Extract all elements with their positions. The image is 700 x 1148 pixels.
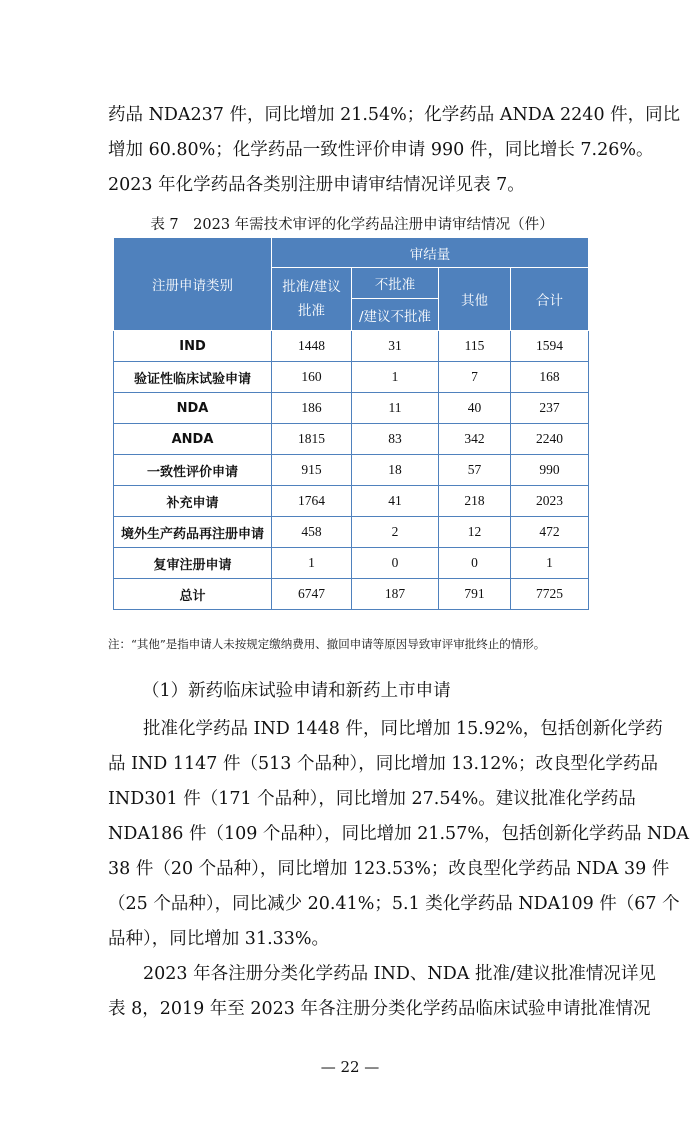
header-reject-top: 不批准 (352, 268, 439, 299)
row-other: 0 (439, 548, 511, 579)
table-body (114, 331, 589, 610)
row-reject: 1 (352, 362, 439, 393)
text-line: （25 个品种），同比减少 20.41%；5.1 类化学药品 NDA109 件（67 个 (108, 894, 680, 914)
table-row (114, 455, 589, 486)
row-other: 57 (439, 455, 511, 486)
row-category: ANDA (114, 424, 272, 455)
row-approve: 458 (272, 517, 352, 548)
text-line: 2023 年各注册分类化学药品 IND、NDA 批准/建议批准情况详见 (108, 964, 656, 984)
text-line: 表 8，2019 年至 2023 年各注册分类化学药品临床试验申请批准情况 (108, 999, 651, 1019)
text-line: NDA186 件（109 个品种），同比增加 21.57%，包括创新化学药品 NDA (108, 824, 689, 844)
row-other: 40 (439, 393, 511, 424)
text-line: 增加 60.80%；化学药品一致性评价申请 990 件，同比增长 7.26%。 (108, 140, 654, 160)
row-reject: 2 (352, 517, 439, 548)
table-row (114, 393, 589, 424)
table-row (114, 331, 589, 362)
text-line: 品种），同比增加 31.33%。 (108, 929, 330, 949)
header-total: 合计 (511, 268, 589, 331)
row-approve: 1764 (272, 486, 352, 517)
intro-paragraph (108, 98, 681, 203)
row-category: 一致性评价申请 (114, 455, 272, 486)
header-other: 其他 (439, 268, 511, 331)
row-approve: 1 (272, 548, 352, 579)
table-row (114, 362, 589, 393)
page-number: — 22 — (320, 1058, 380, 1076)
row-other: 791 (439, 579, 511, 610)
row-approve: 6747 (272, 579, 352, 610)
text-line: 2023 年化学药品各类别注册申请审结情况详见表 7。 (108, 175, 525, 195)
row-other: 7 (439, 362, 511, 393)
text-line: 品 IND 1147 件（513 个品种），同比增加 13.12%；改良型化学药品 (108, 754, 658, 774)
row-approve: 160 (272, 362, 352, 393)
row-category: 补充申请 (114, 486, 272, 517)
body-paragraph (108, 712, 689, 957)
row-total: 990 (511, 455, 589, 486)
row-reject: 41 (352, 486, 439, 517)
row-reject: 83 (352, 424, 439, 455)
text-line: 38 件（20 个品种），同比增加 123.53%；改良型化学药品 NDA 39 件 (108, 859, 670, 879)
row-other: 115 (439, 331, 511, 362)
row-approve: 186 (272, 393, 352, 424)
table-row (114, 579, 589, 610)
row-total: 2023 (511, 486, 589, 517)
table-row (114, 424, 589, 455)
table-row (114, 548, 589, 579)
table-row (114, 486, 589, 517)
row-category: 境外生产药品再注册申请 (114, 517, 272, 548)
header-reject-bottom: /建议不批准 (352, 299, 439, 331)
header-approve: 批准/建议 批准 (272, 268, 352, 331)
row-total: 7725 (511, 579, 589, 610)
row-total: 1594 (511, 331, 589, 362)
row-total: 472 (511, 517, 589, 548)
tail-paragraph (108, 957, 656, 1027)
header-category: 注册申请类别 (114, 238, 272, 331)
row-category: IND (114, 331, 272, 362)
row-approve: 915 (272, 455, 352, 486)
table-note: 注：“其他”是指申请人未按规定缴纳费用、撤回申请等原因导致审评审批终止的情形。 (108, 637, 546, 651)
section-subheading: （1）新药临床试验申请和新药上市申请 (142, 681, 451, 701)
row-reject: 11 (352, 393, 439, 424)
row-approve: 1815 (272, 424, 352, 455)
row-total: 237 (511, 393, 589, 424)
approval-table (113, 237, 588, 610)
text-line: IND301 件（171 个品种），同比增加 27.54%。建议批准化学药品 (108, 789, 636, 809)
row-category: 总计 (114, 579, 272, 610)
row-total: 168 (511, 362, 589, 393)
row-reject: 0 (352, 548, 439, 579)
row-other: 342 (439, 424, 511, 455)
row-total: 2240 (511, 424, 589, 455)
row-reject: 187 (352, 579, 439, 610)
row-approve: 1448 (272, 331, 352, 362)
row-other: 218 (439, 486, 511, 517)
text-line: 药品 NDA237 件，同比增加 21.54%；化学药品 ANDA 2240 件，同比 (108, 105, 681, 125)
row-other: 12 (439, 517, 511, 548)
row-reject: 18 (352, 455, 439, 486)
table-caption: 表 7 2023 年需技术审评的化学药品注册申请审结情况（件） (150, 217, 554, 233)
row-total: 1 (511, 548, 589, 579)
header-group: 审结量 (272, 238, 589, 268)
row-reject: 31 (352, 331, 439, 362)
row-category: 复审注册申请 (114, 548, 272, 579)
row-category: 验证性临床试验申请 (114, 362, 272, 393)
text-line: 批准化学药品 IND 1448 件，同比增加 15.92%，包括创新化学药 (108, 719, 663, 739)
row-category: NDA (114, 393, 272, 424)
table-row (114, 517, 589, 548)
